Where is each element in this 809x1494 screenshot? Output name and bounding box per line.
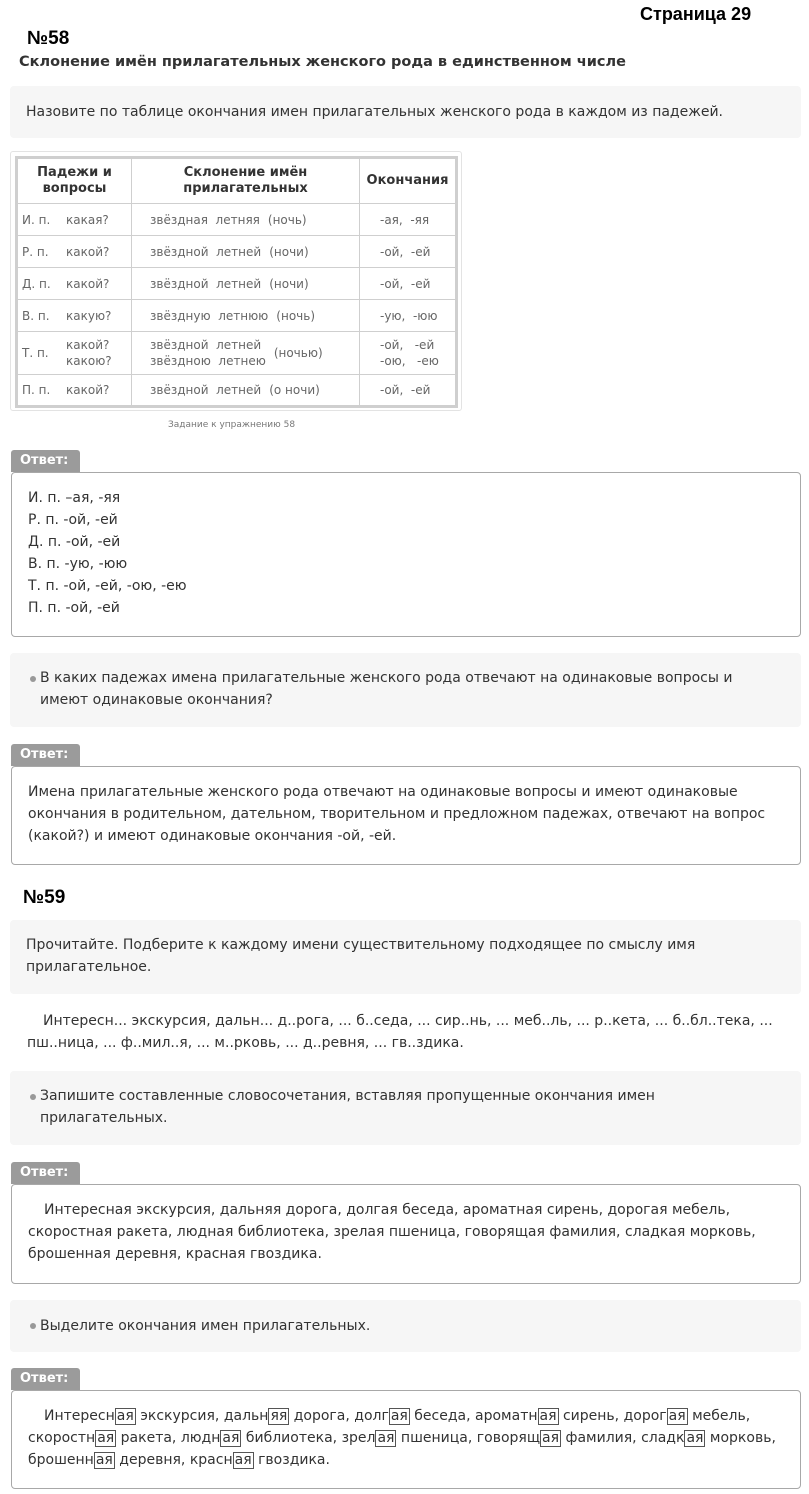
task-text: Назовите по таблице окончания имен прилагательных женского рода в каждом из падежей. <box>26 104 723 120</box>
case-cell <box>17 332 132 375</box>
exercise-title: Склонение имён прилагательных женского рода в единственном числе <box>19 54 626 70</box>
table-header-declension: Склонение имён прилагательных <box>132 158 360 204</box>
answer-label: Ответ: <box>11 1162 80 1184</box>
word-rest: дорога, <box>289 1408 355 1424</box>
word-stem: людн <box>180 1430 221 1446</box>
ending-cell <box>360 236 457 268</box>
word-stem: сладк <box>641 1430 685 1446</box>
case-cell <box>17 204 132 236</box>
case-name: В. п. <box>22 308 50 323</box>
word-stem: ароматн <box>475 1408 538 1424</box>
marked-ending: ая <box>377 1430 395 1446</box>
word-stem: красн <box>189 1452 233 1468</box>
answer-label: Ответ: <box>11 450 80 472</box>
noun-hint: (ночь) <box>267 212 307 227</box>
answer-text-marked <box>28 1405 784 1471</box>
ending-text: -ой, -ей <box>380 338 435 352</box>
marked-ending: ая <box>668 1408 686 1424</box>
answer-lines <box>28 487 784 619</box>
task-box-59-1 <box>10 920 801 994</box>
noun-hint: (ночи) <box>269 276 309 291</box>
word-rest: гвоздика. <box>253 1452 330 1468</box>
noun-hint: (ночи) <box>269 244 309 259</box>
word-stem: зрел <box>341 1430 376 1446</box>
marked-ending: ая <box>539 1408 557 1424</box>
table-row <box>17 204 457 236</box>
table-header-cases: Падежи и вопросы <box>17 158 132 204</box>
task-text: В каких падежах имена прилагательные женского рода отвечают на одинаковые вопросы и имеют одинаковые окончания? <box>40 670 733 708</box>
answer-box-59-2 <box>11 1184 801 1284</box>
word-stem: говорящ <box>476 1430 541 1446</box>
declension-cell <box>132 332 360 375</box>
table-row <box>17 268 457 300</box>
case-question <box>66 244 109 260</box>
marked-ending: ая <box>97 1430 115 1446</box>
exercise-number-58: №58 <box>27 28 70 49</box>
word-rest: ракета, <box>116 1430 181 1446</box>
question-word: какой? <box>66 338 110 352</box>
case-question <box>66 382 109 398</box>
question-word: какою? <box>66 354 112 368</box>
declension-table <box>15 156 458 408</box>
task-text: Запишите составленные словосочетания, вставляя пропущенные окончания имен прилагательных. <box>40 1088 655 1126</box>
noun-hint: (о ночи) <box>269 383 320 397</box>
question-word: какая? <box>66 212 109 227</box>
marked-ending: ая <box>390 1408 408 1424</box>
task-text: Выделите окончания имен прилагательных. <box>40 1318 371 1334</box>
word-rest: библиотека, <box>241 1430 342 1446</box>
word-stem: брошенн <box>28 1452 94 1468</box>
word-rest: мебель, <box>687 1408 755 1424</box>
case-question <box>66 337 112 369</box>
task-box-58-2 <box>10 653 801 727</box>
word-rest: морковь, <box>705 1430 781 1446</box>
word-rest: пшеница, <box>396 1430 477 1446</box>
word-stem: скоростн <box>28 1430 96 1446</box>
marked-ending: ая <box>542 1430 560 1446</box>
question-word: какой? <box>66 383 110 397</box>
marked-ending: ая <box>686 1430 704 1446</box>
answer-label: Ответ: <box>11 744 80 766</box>
ending-cell <box>360 375 457 407</box>
word-rest: экскурсия, <box>135 1408 224 1424</box>
case-name: П. п. <box>22 383 51 397</box>
case-question <box>66 308 111 324</box>
word-rest: фамилия, <box>561 1430 642 1446</box>
table-caption: Задание к упражнению 58 <box>168 420 296 430</box>
ending-cell <box>360 268 457 300</box>
answer-line: Д. п. -ой, -ей <box>28 534 121 550</box>
ending-text: -ою, -ею <box>380 354 439 368</box>
adjective-phrase: звёздную летнюю <box>150 308 269 323</box>
answer-label: Ответ: <box>11 1368 80 1390</box>
case-cell <box>17 300 132 332</box>
marked-ending: ая <box>95 1452 113 1468</box>
answer-box-58-1 <box>11 472 801 637</box>
noun-hint: (ночь) <box>276 308 316 323</box>
adjective-phrase: звёздной летней <box>150 338 262 352</box>
answer-line: Р. п. -ой, -ей <box>28 512 118 528</box>
word-stem: долг <box>354 1408 389 1424</box>
task-box-59-3 <box>10 1300 801 1352</box>
task-text: Прочитайте. Подберите к каждому имени существительному подходящее по смыслу имя прилагательное. <box>26 937 696 975</box>
declension-cell <box>132 300 360 332</box>
ending-text: -ая, -яя <box>380 212 430 227</box>
ending-cell <box>360 300 457 332</box>
declension-cell <box>132 236 360 268</box>
case-cell <box>17 268 132 300</box>
case-cell <box>17 236 132 268</box>
ending-text: -ой, -ей <box>380 244 431 259</box>
word-stem: Интересн <box>44 1408 115 1424</box>
table-row <box>17 332 457 375</box>
marked-ending: ая <box>222 1430 240 1446</box>
table-row <box>17 375 457 407</box>
word-rest: деревня, <box>114 1452 190 1468</box>
adjective-phrase: звёздной летней <box>150 276 262 291</box>
declension-cell <box>132 375 360 407</box>
ending-text: -ой, -ей <box>380 276 431 291</box>
answer-line: В. п. -ую, -юю <box>28 556 128 572</box>
case-question <box>66 276 109 292</box>
exercise-number-59: №59 <box>23 887 66 908</box>
marked-ending: яя <box>270 1408 288 1424</box>
table-header-endings: Окончания <box>360 158 457 204</box>
answer-text: Интересная экскурсия, дальняя дорога, долгая беседа, ароматная сирень, дорогая мебель, скоростная ракета, людная библиотека, зрелая пшеница, говорящая фамилия, сладкая морковь, брошенная деревня, красная гвоздика. <box>28 1202 756 1262</box>
word-stem: дорог <box>623 1408 667 1424</box>
adjective-phrase: звёздною летнею <box>150 354 266 368</box>
case-name: Д. п. <box>22 276 51 291</box>
answer-box-59-3 <box>11 1390 801 1489</box>
page-number: Страница 29 <box>640 4 752 24</box>
exercise-sentence: Интересн... экскурсия, дальн... д..рога, ... б..седа, ... сир..нь, ... меб..ль, ... р..кета, ... б..бл..тека, ... пш..ница, ... ф..мил..я, ... м..рковь, ... д..ревня, ... гв..здика. <box>27 1013 773 1051</box>
noun-hint: (ночью) <box>273 346 323 360</box>
marked-ending: ая <box>234 1452 252 1468</box>
exercise-text <box>27 1010 787 1054</box>
declension-table-image <box>10 151 462 411</box>
case-name: Р. п. <box>22 244 49 259</box>
answer-line: Т. п. -ой, -ей, -ою, -ею <box>28 578 187 594</box>
answer-line: И. п. –ая, -яя <box>28 490 121 506</box>
case-name: И. п. <box>22 212 51 227</box>
declension-cell <box>132 268 360 300</box>
adjective-phrase: звёздная летняя <box>150 212 260 227</box>
question-word: какую? <box>66 308 112 323</box>
word-stem: дальн <box>223 1408 269 1424</box>
case-cell <box>17 375 132 407</box>
table-row <box>17 236 457 268</box>
case-question <box>66 212 109 228</box>
adjective-phrase: звёздной летней <box>150 383 262 397</box>
ending-text: -ую, -юю <box>380 308 438 323</box>
adjective-phrase: звёздной летней <box>150 244 262 259</box>
word-rest: сирень, <box>558 1408 624 1424</box>
answer-text: Имена прилагательные женского рода отвечают на одинаковые вопросы и имеют одинаковые окончания в родительном, дательном, творительном и предложном падежах, отвечают на вопрос (какой?) и имеют одинаковые окончания -ой, -ей. <box>28 784 766 844</box>
task-box-59-2 <box>10 1071 801 1145</box>
task-box-58-1 <box>10 86 801 138</box>
ending-cell <box>360 204 457 236</box>
table-row <box>17 300 457 332</box>
question-word: какой? <box>66 276 110 291</box>
case-name: Т. п. <box>22 346 49 360</box>
word-rest: беседа, <box>409 1408 476 1424</box>
declension-cell <box>132 204 360 236</box>
ending-text: -ой, -ей <box>380 383 431 397</box>
marked-ending: ая <box>116 1408 134 1424</box>
answer-box-58-2 <box>11 766 801 865</box>
ending-cell <box>360 332 457 375</box>
question-word: какой? <box>66 244 110 259</box>
answer-line: П. п. -ой, -ей <box>28 600 120 616</box>
